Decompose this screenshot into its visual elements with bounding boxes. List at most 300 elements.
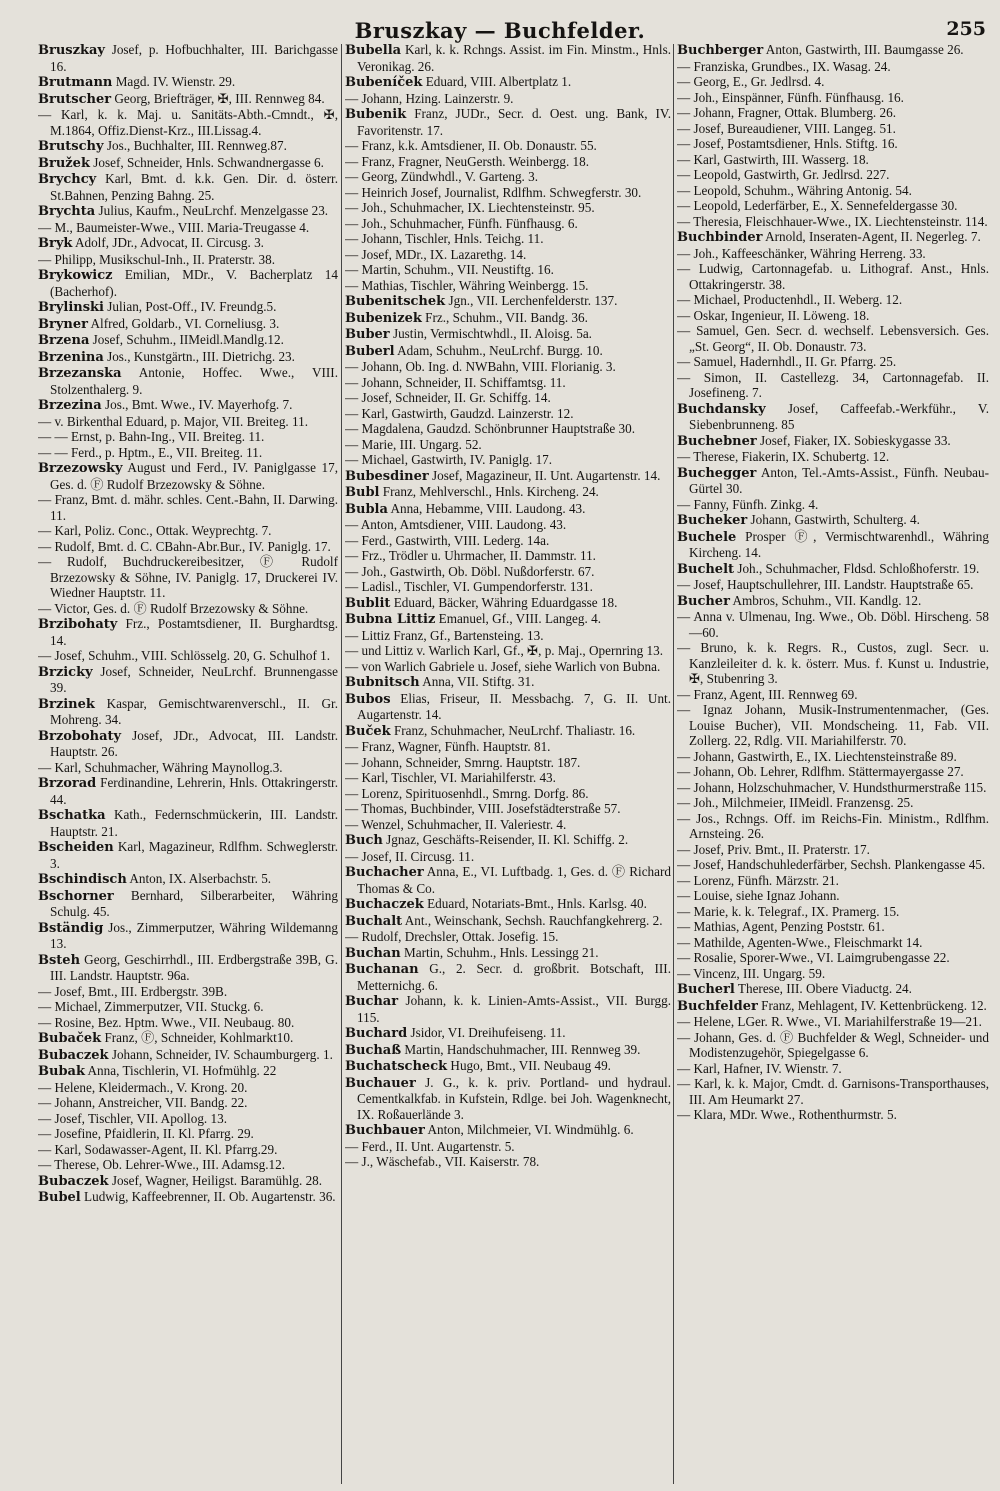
entry-surname: Bschatka xyxy=(38,808,106,823)
directory-entry xyxy=(677,167,989,183)
entry-details: — Michael, Zimmerputzer, VII. Stuckg. 6. xyxy=(38,999,264,1014)
entry-details: — Rudolf, Buchdruckereibesitzer, Ⓕ Rudolf Brzezowsky & Söhne, IV. Paniglg. 17, Druckerei IV. Wiedner Hauptstr. 11. xyxy=(38,554,338,600)
directory-entry xyxy=(345,359,671,375)
entry-details: Georg, Geschirrhdl., III. Erdbergstraße 39B, G. III. Landstr. Hauptstr. 96a. xyxy=(50,951,338,983)
entry-details: Arnold, Inseraten-Agent, II. Negerleg. 7. xyxy=(762,229,981,244)
entry-details: — Rudolf, Drechsler, Ottak. Josefig. 15. xyxy=(345,929,559,944)
entry-details: — Theresia, Fleischhauer-Wwe., IX. Liechtensteinstr. 114. xyxy=(677,213,988,229)
entry-details: Franz, JUDr., Secr. d. Oest. ung. Bank, IV. Favoritenstr. 17. xyxy=(357,106,671,138)
entry-details: — Leopold, Gastwirth, Gr. Jedlrsd. 227. xyxy=(677,167,890,182)
entry-details: Antonie, Hoffec. Wwe., VIII. Stolzenthalerg. 9. xyxy=(50,365,338,397)
directory-entry xyxy=(677,370,989,401)
entry-details: — Leopold, Lederfärber, E., X. Sennefeldergasse 30. xyxy=(677,198,958,213)
entry-surname: Bubnitsch xyxy=(345,675,420,690)
directory-entry xyxy=(38,107,338,138)
directory-entry xyxy=(677,42,989,59)
entry-details: — Helene, Kleidermach., V. Krong. 20. xyxy=(38,1079,248,1095)
entry-details: — Josef, Priv. Bmt., II. Praterstr. 17. xyxy=(677,841,870,857)
directory-entry xyxy=(677,687,989,703)
directory-entry xyxy=(345,326,671,343)
entry-surname: Bscheiden xyxy=(38,840,114,855)
entry-details: Elias, Friseur, II. Messbachg. 7, G. II. Unt. Augartenstr. 14. xyxy=(357,690,671,722)
directory-entry xyxy=(38,616,338,648)
entry-surname: Bubaček xyxy=(38,1031,102,1046)
directory-entry xyxy=(38,664,338,696)
entry-surname: Buchegger xyxy=(677,465,757,481)
entry-details: Kath., Federnschmückerin, III. Landstr. Hauptstr. 21. xyxy=(50,807,338,839)
entry-details: — Vincenz, III. Ungarg. 59. xyxy=(677,965,826,981)
entry-surname: Bubak xyxy=(38,1064,85,1079)
directory-entry xyxy=(38,760,338,776)
entry-details: — — Ernst, p. Bahn-Ing., VII. Breiteg. 11. xyxy=(38,429,265,444)
directory-entry xyxy=(345,169,671,185)
entry-details: Jgn., VII. Lerchenfelderstr. 137. xyxy=(445,293,618,308)
directory-entry xyxy=(677,354,989,370)
entry-details: Ludwig, Kaffeebrenner, II. Ob. Augartenstr. 36. xyxy=(80,1189,336,1204)
directory-entry xyxy=(345,611,671,628)
directory-entry xyxy=(677,811,989,842)
entry-details: — Samuel, Hadernhdl., II. Gr. Pfarrg. 25. xyxy=(677,354,897,369)
entry-details: Anton, Gastwirth, III. Baumgasse 26. xyxy=(763,42,964,57)
directory-entry xyxy=(345,1025,671,1042)
directory-entry xyxy=(345,674,671,691)
entry-details: — Mathias, Agent, Penzing Poststr. 61. xyxy=(677,919,885,934)
entry-details: — Ferd., Gastwirth, VIII. Lederg. 14a. xyxy=(345,532,550,548)
entry-details: Anton, Tel.-Amts-Assist., Fünfh. Neubau-Gürtel 30. xyxy=(689,464,989,496)
entry-surname: Bryk xyxy=(38,236,73,251)
directory-entry xyxy=(38,220,338,236)
entry-details: — Thomas, Buchbinder, VIII. Josefstädterstraße 57. xyxy=(345,801,621,816)
directory-entry xyxy=(345,231,671,247)
entry-details: — Johann, Hzing. Lainzerstr. 9. xyxy=(345,90,514,106)
directory-entry xyxy=(677,59,989,75)
entry-details: Jos., Kunstgärtn., III. Dietrichg. 23. xyxy=(103,348,295,364)
entry-details: Franz, Mehlagent, IV. Kettenbrückeng. 12. xyxy=(757,997,987,1013)
directory-entry xyxy=(345,200,671,216)
entry-surname: Bubla xyxy=(345,501,388,517)
entry-surname: Brzinek xyxy=(38,696,95,712)
entry-details: Georg, Briefträger, ✠, III. Rennweg 84. xyxy=(111,90,325,106)
entry-details: — Magdalena, Gaudzd. Schönbrunner Hauptstraße 30. xyxy=(345,421,636,436)
entry-details: Anna, E., VI. Luftbadg. 1, Ges. d. Ⓕ Richard Thomas & Co. xyxy=(357,864,671,896)
entry-details: Emilian, MDr., V. Bacherplatz 14 (Bacherhof). xyxy=(50,267,338,299)
directory-entry xyxy=(345,628,671,644)
directory-entry xyxy=(345,945,671,962)
entry-surname: Buchatscheck xyxy=(345,1059,448,1074)
entry-details: — Samuel, Gen. Secr. d. wechself. Lebensversich. Ges. „St. Georg“, II. Ob. Donaustr. 73. xyxy=(677,323,989,354)
entry-surname: Brzicky xyxy=(38,664,93,680)
entry-details: Adolf, JDr., Advocat, II. Circusg. 3. xyxy=(72,235,264,250)
entry-details: — Ferd., II. Unt. Augartenstr. 5. xyxy=(345,1138,515,1154)
directory-entry xyxy=(345,262,671,278)
directory-entry xyxy=(345,343,671,360)
entry-details: Anton, Milchmeier, VI. Windmühlg. 6. xyxy=(424,1122,634,1137)
directory-entry xyxy=(345,817,671,833)
directory-entry xyxy=(345,185,671,201)
page-header xyxy=(0,12,1000,46)
entry-details: — Johann, Holzschuhmacher, V. Hundsthurmerstraße 115. xyxy=(677,779,987,795)
entry-surname: Bublit xyxy=(345,595,391,611)
entry-surname: Buchdansky xyxy=(677,401,766,417)
entry-surname: Brzorad xyxy=(38,776,97,791)
directory-entry xyxy=(345,993,671,1025)
entry-details: Kaspar, Gemischtwarenverschl., II. Gr. Mohreng. 34. xyxy=(50,695,338,727)
entry-details: Ant., Weinschank, Sechsh. Rauchfangkehrerg. 2. xyxy=(402,912,663,928)
directory-entry xyxy=(345,961,671,993)
entry-surname: Bubeníček xyxy=(345,75,423,90)
entry-details: — Johann, Schneider, Smrng. Hauptstr. 187. xyxy=(345,754,581,770)
entry-details: — Victor, Ges. d. Ⓕ Rudolf Brzezowsky & Söhne. xyxy=(38,600,309,616)
entry-details: August und Ferd., IV. Paniglgasse 17, Ges. d. Ⓕ Rudolf Brzezowsky & Söhne. xyxy=(50,460,338,492)
directory-entry xyxy=(38,601,338,617)
entry-details: — Frz., Trödler u. Uhrmacher, II. Dammstr. 11. xyxy=(345,548,596,563)
directory-entry xyxy=(677,512,989,529)
entry-surname: Brutscher xyxy=(38,91,112,107)
entry-details: — Littiz Franz, Gf., Bartensteing. 13. xyxy=(345,627,544,643)
directory-entry xyxy=(677,950,989,966)
entry-details: Jos., Zimmerputzer, Währing Wildemanng 13. xyxy=(50,919,338,951)
directory-entry xyxy=(677,888,989,904)
entry-details: Karl, Bmt. d. k.k. Gen. Dir. d. österr. St.Bahnen, Penzing Bahng. 25. xyxy=(50,171,338,203)
directory-entry xyxy=(677,857,989,873)
entry-surname: Bucher xyxy=(677,593,730,609)
entry-details: — Marie, III. Ungarg. 52. xyxy=(345,436,482,452)
directory-entry xyxy=(677,433,989,450)
directory-entry xyxy=(38,1142,338,1158)
entry-details: Josef, Schneider, Hnls. Schwandnergasse 6. xyxy=(89,154,324,170)
entry-details: Jos., Bmt. Wwe., IV. Mayerhofg. 7. xyxy=(101,397,293,412)
directory-entry xyxy=(345,929,671,945)
directory-entry xyxy=(677,292,989,308)
directory-entry xyxy=(38,365,338,397)
entry-details: — Karl, k. k. Major, Cmdt. d. Garnisons-Transporthauses, III. Am Heumarkt 27. xyxy=(677,1076,989,1107)
entry-details: Karl, Magazineur, Rdlfhm. Schweglerstr. 3. xyxy=(50,839,338,871)
entry-details: — Johann, Fragner, Ottak. Blumberg. 26. xyxy=(677,105,896,120)
directory-entry xyxy=(677,577,989,593)
entry-details: — Karl, Gastwirth, Gaudzd. Lainzerstr. 12. xyxy=(345,405,574,421)
directory-entry xyxy=(677,323,989,354)
directory-entry xyxy=(677,308,989,324)
entry-surname: Buchberger xyxy=(677,43,764,58)
entry-details: — Lorenz, Spirituosenhdl., Smrng. Dorfg. 86. xyxy=(345,785,589,801)
entry-details: — Franziska, Grundbes., IX. Wasag. 24. xyxy=(677,58,891,74)
directory-entry xyxy=(38,999,338,1015)
entry-surname: Bružek xyxy=(38,155,90,171)
entry-details: — Johann, Gastwirth, E., IX. Liechtensteinstraße 89. xyxy=(677,748,957,764)
directory-entry xyxy=(345,864,671,896)
directory-entry xyxy=(345,913,671,930)
entry-surname: Bubl xyxy=(345,485,380,500)
entry-surname: Brychcy xyxy=(38,172,97,187)
entry-surname: Bubenitschek xyxy=(345,294,446,309)
entry-surname: Buber xyxy=(345,327,390,342)
entry-details: — Rosine, Bez. Hptm. Wwe., VII. Neubaug. 80. xyxy=(38,1014,295,1030)
directory-entry xyxy=(677,764,989,780)
directory-entry xyxy=(345,1122,671,1139)
entry-details: Anna, Hebamme, VIII. Laudong. 43. xyxy=(387,500,586,516)
entry-details: — Joh., Schuhmacher, Fünfh. Fünfhausg. 6. xyxy=(345,215,578,231)
directory-entry xyxy=(677,1076,989,1107)
directory-entry xyxy=(677,136,989,152)
entry-details: — Karl, Schuhmacher, Währing Maynollog.3. xyxy=(38,759,283,775)
entry-details: — Joh., Einspänner, Fünfh. Fünfhausg. 16. xyxy=(677,89,904,105)
directory-entry xyxy=(345,896,671,913)
entry-surname: Bubaczek xyxy=(38,1047,109,1063)
entry-surname: Brychta xyxy=(38,204,96,219)
directory-entry xyxy=(38,554,338,601)
entry-details: — Franz, Agent, III. Rennweg 69. xyxy=(677,686,858,702)
directory-entry xyxy=(345,437,671,453)
entry-surname: Brzezina xyxy=(38,398,102,413)
directory-entry xyxy=(38,1015,338,1031)
directory-entry xyxy=(38,1030,338,1047)
entry-details: — Josef, Bmt., III. Erdbergstr. 39B. xyxy=(38,983,228,999)
entry-surname: Buchfelder xyxy=(677,998,758,1014)
entry-details: G., 2. Secr. d. großbrit. Botschaft, III. Metternichg. 6. xyxy=(357,961,671,993)
entry-surname: Bucheker xyxy=(677,513,748,528)
entry-details: — Mathias, Tischler, Währing Weinbergg. 15. xyxy=(345,277,589,293)
entry-details: — Anna v. Ulmenau, Ing. Wwe., Ob. Döbl. Hirscheng. 58—60. xyxy=(677,609,989,640)
entry-details: — Johann, Ges. d. Ⓕ Buchfelder & Wegl, Schneider- und Modistenzugehör, Spiegelgasse 6. xyxy=(677,1029,989,1060)
entry-details: — Fanny, Fünfh. Zinkg. 4. xyxy=(677,496,819,512)
entry-surname: Buchbinder xyxy=(677,230,763,245)
entry-surname: Buchele xyxy=(677,529,737,545)
entry-surname: Brzena xyxy=(38,333,90,348)
directory-entry xyxy=(345,755,671,771)
entry-details: — Johann, Tischler, Hnls. Teichg. 11. xyxy=(345,231,544,246)
directory-entry xyxy=(345,1058,671,1075)
directory-entry xyxy=(38,523,338,539)
entry-details: — Karl, Poliz. Conc., Ottak. Weyprechtg. 7. xyxy=(38,523,272,538)
directory-entry xyxy=(38,539,338,555)
directory-entry xyxy=(345,564,671,580)
directory-entry xyxy=(677,246,989,262)
directory-entry xyxy=(38,1063,338,1080)
entry-details: Josef, Schneider, NeuLrchf. Brunnengasse 39. xyxy=(50,663,338,695)
entry-surname: Buchacher xyxy=(345,865,424,880)
directory-entry xyxy=(345,74,671,91)
entry-surname: Brzobohaty xyxy=(38,728,122,744)
directory-entry xyxy=(677,702,989,749)
entry-details: Eduard, VIII. Albertplatz 1. xyxy=(422,74,572,89)
entry-details: — Joh., Milchmeier, IIMeidl. Franzensg. 25. xyxy=(677,795,914,810)
directory-entry xyxy=(38,252,338,268)
directory-entry xyxy=(38,460,338,492)
entry-details: — Josef, Bureaudiener, VIII. Langeg. 51. xyxy=(677,120,896,136)
directory-entry xyxy=(677,561,989,578)
entry-details: — Karl, Sodawasser-Agent, II. Kl. Pfarrg.29. xyxy=(38,1141,278,1157)
entry-details: Karl, k. k. Rchngs. Assist. im Fin. Minstm., Hnls. Veronikag. 26. xyxy=(357,42,671,74)
directory-entry xyxy=(38,267,338,299)
directory-entry xyxy=(38,492,338,523)
entry-details: — Josef, Handschuhlederfärber, Sechsh. Plankengasse 45. xyxy=(677,857,986,872)
directory-entry xyxy=(345,390,671,406)
entry-details: Josef, JDr., Advocat, III. Landstr. Hauptstr. 26. xyxy=(50,727,338,759)
directory-entry xyxy=(38,299,338,316)
entry-details: — Franz, Wagner, Fünfh. Hauptstr. 81. xyxy=(345,739,551,754)
directory-entry xyxy=(677,998,989,1015)
directory-entry xyxy=(345,106,671,138)
entry-surname: Bubella xyxy=(345,43,402,58)
directory-entry xyxy=(38,807,338,839)
directory-entry xyxy=(345,691,671,723)
entry-details: — Martin, Schuhm., VII. Neustiftg. 16. xyxy=(345,262,554,277)
entry-details: Adam, Schuhm., NeuLrchf. Burgg. 10. xyxy=(394,342,603,358)
directory-entry xyxy=(345,154,671,170)
entry-details: — Marie, k. k. Telegraf., IX. Pramerg. 15. xyxy=(677,903,900,919)
entry-details: — v. Birkenthal Eduard, p. Major, VII. Breiteg. 11. xyxy=(38,413,309,429)
directory-entry xyxy=(677,609,989,640)
entry-surname: Bryner xyxy=(38,316,88,332)
directory-entry xyxy=(38,1173,338,1190)
directory-entry xyxy=(677,593,989,610)
entry-details: — Josef, Schneider, II. Gr. Schiffg. 14. xyxy=(345,390,551,405)
directory-entry xyxy=(345,91,671,107)
directory-entry xyxy=(677,401,989,433)
entry-surname: Buchbauer xyxy=(345,1123,425,1138)
entry-surname: Buberl xyxy=(345,343,395,359)
directory-entry xyxy=(677,198,989,214)
directory-entry xyxy=(38,171,338,203)
entry-details: — Anton, Amtsdiener, VIII. Laudong. 43. xyxy=(345,517,567,532)
entry-details: — Josef, Postamtsdiener, Hnls. Stiftg. 16. xyxy=(677,136,898,151)
directory-entry xyxy=(38,920,338,952)
entry-details: — Therese, Ob. Lehrer-Wwe., III. Adamsg.12. xyxy=(38,1157,286,1172)
entry-surname: Bschindisch xyxy=(38,872,127,887)
directory-entry xyxy=(677,183,989,199)
entry-surname: Bubenik xyxy=(345,107,407,122)
entry-surname: Buchaß xyxy=(345,1042,402,1058)
entry-details: Julius, Kaufm., NeuLrchf. Menzelgasse 23. xyxy=(95,203,329,218)
directory-entry xyxy=(345,1042,671,1059)
directory-entry xyxy=(38,91,338,108)
directory-entry xyxy=(345,533,671,549)
directory-entry xyxy=(345,801,671,817)
directory-entry xyxy=(677,780,989,796)
entry-details: Emanuel, Gf., VIII. Langeg. 4. xyxy=(435,611,601,626)
entry-details: Jgnaz, Geschäfts-Reisender, II. Kl. Schiffg. 2. xyxy=(382,832,629,847)
directory-entry xyxy=(38,952,338,984)
directory-entry xyxy=(345,406,671,422)
directory-entry xyxy=(345,293,671,310)
directory-entry xyxy=(38,871,338,888)
directory-entry xyxy=(345,310,671,327)
entry-details: Johann, k. k. Linien-Amts-Assist., VII. Burgg. 115. xyxy=(357,993,671,1025)
entry-details: — Simon, II. Castellezg. 34, Cartonnagefab. II. Josefineng. 7. xyxy=(677,369,989,400)
directory-entry xyxy=(38,397,338,414)
entry-details: — Oskar, Ingenieur, II. Löweng. 18. xyxy=(677,307,870,323)
directory-entry xyxy=(38,414,338,430)
entry-details: — Joh., Kaffeeschänker, Währing Herreng. 33. xyxy=(677,245,926,261)
directory-entry xyxy=(345,452,671,468)
entry-surname: Brzezowsky xyxy=(38,461,123,476)
directory-entry xyxy=(677,795,989,811)
directory-entry xyxy=(345,849,671,865)
entry-surname: Bucherl xyxy=(677,982,735,997)
entry-details: Johann, Gastwirth, Schulterg. 4. xyxy=(747,512,920,527)
directory-entry xyxy=(345,216,671,232)
entry-details: — Michael, Gastwirth, IV. Paniglg. 17. xyxy=(345,452,553,467)
entry-details: — Johann, Anstreicher, VII. Bandg. 22. xyxy=(38,1095,248,1110)
entry-surname: Buchauer xyxy=(345,1075,416,1091)
entry-details: — — Ferd., p. Hptm., E., VII. Breiteg. 11. xyxy=(38,444,263,460)
entry-surname: Buchelt xyxy=(677,561,735,577)
entry-surname: Buchaczek xyxy=(345,897,424,912)
entry-surname: Brzenina xyxy=(38,349,104,365)
entry-surname: Buch xyxy=(345,833,383,848)
directory-entry xyxy=(345,484,671,501)
entry-details: J. G., k. k. priv. Portland- und hydraul. Cementkalkfab. in Kufstein, Rdlge. bei Joh. Wagenknecht, IX. Roßauerlände 3. xyxy=(357,1074,671,1122)
entry-details: Jsidor, VI. Dreihufeiseng. 11. xyxy=(407,1025,566,1040)
entry-details: — Josef, Tischler, VII. Apollog. 13. xyxy=(38,1110,227,1126)
entry-surname: Bubesdiner xyxy=(345,468,429,484)
directory-entry xyxy=(345,501,671,518)
entry-details: Franz, Ⓕ, Schneider, Kohlmarkt10. xyxy=(101,1030,294,1045)
directory-column-1 xyxy=(38,42,338,1487)
entry-surname: Buček xyxy=(345,723,391,739)
entry-details: Josef, Caffeefab.-Werkführ., V. Siebenbrunneng. 85 xyxy=(689,400,989,432)
directory-entry xyxy=(38,984,338,1000)
entry-details: Joh., Schuhmacher, Fldsd. Schloßhoferstr. 19. xyxy=(734,560,980,576)
entry-details: — Ladisl., Tischler, VI. Gumpendorferstr. 131. xyxy=(345,579,593,594)
entry-details: — Louise, siehe Ignaz Johann. xyxy=(677,888,840,903)
entry-details: — Rudolf, Bmt. d. C. CBahn-Abr.Bur., IV. Paniglg. 17. xyxy=(38,538,331,554)
entry-surname: Bubaczek xyxy=(38,1173,109,1189)
entry-surname: Bsteh xyxy=(38,952,81,968)
entry-surname: Bruszkay xyxy=(38,43,105,58)
directory-entry xyxy=(38,696,338,728)
directory-entry xyxy=(38,203,338,220)
entry-details: Johann, Schneider, IV. Schaumburgerg. 1. xyxy=(108,1046,333,1062)
entry-details: — Franz, k.k. Amtsdiener, II. Ob. Donaustr. 55. xyxy=(345,138,597,153)
entry-surname: Brylinski xyxy=(38,300,104,315)
entry-details: Josef, Fiaker, IX. Sobieskygasse 33. xyxy=(756,432,951,448)
directory-entry xyxy=(677,1030,989,1061)
entry-details: — und Littiz v. Warlich Karl, Gf., ✠, p. Maj., Opernring 13. xyxy=(345,643,663,658)
entry-details: — Franz, Fragner, NeuGersth. Weinbergg. 18. xyxy=(345,153,590,169)
directory-entry xyxy=(345,1154,671,1170)
page-title: Bruszkay — Buchfelder. xyxy=(354,18,646,43)
entry-details: — Johann, Ob. Lehrer, Rdlfhm. Stättermayergasse 27. xyxy=(677,764,964,779)
directory-entry xyxy=(677,229,989,246)
entry-surname: Bständig xyxy=(38,920,104,936)
directory-entry xyxy=(677,152,989,168)
directory-entry xyxy=(345,1139,671,1155)
entry-details: — Johann, Schneider, II. Schiffamtsg. 11. xyxy=(345,374,566,390)
entry-surname: Buchar xyxy=(345,994,399,1009)
entry-surname: Brykowicz xyxy=(38,268,113,283)
entry-details: Julian, Post-Off., IV. Freundg.5. xyxy=(103,299,277,314)
directory-entry xyxy=(345,659,671,675)
entry-details: — Helene, LGer. R. Wwe., VI. Mariahilferstraße 19—21. xyxy=(677,1014,982,1029)
entry-details: — Karl, Hafner, IV. Wienstr. 7. xyxy=(677,1060,842,1076)
entry-details: — Josef, II. Circusg. 11. xyxy=(345,848,475,864)
entry-details: — Michael, Productenhdl., II. Weberg. 12. xyxy=(677,292,903,307)
directory-entry xyxy=(345,278,671,294)
directory-entry xyxy=(345,739,671,755)
directory-entry xyxy=(677,449,989,465)
directory-entry xyxy=(38,775,338,807)
directory-entry xyxy=(38,155,338,172)
directory-entry xyxy=(677,640,989,687)
entry-details: Eduard, Bäcker, Währing Eduardgasse 18. xyxy=(390,594,618,610)
entry-details: Josef, Magazineur, II. Unt. Augartenstr. 14. xyxy=(428,467,661,483)
entry-details: — Leopold, Schuhm., Währing Antonig. 54. xyxy=(677,182,912,198)
entry-details: Anna, Tischlerin, VI. Hofmühlg. 22 xyxy=(84,1063,277,1078)
entry-details: Josef, Schuhm., IIMeidl.Mandlg.12. xyxy=(89,332,284,347)
entry-surname: Brzibohaty xyxy=(38,617,118,632)
entry-details: — Karl, Tischler, VI. Mariahilferstr. 43. xyxy=(345,770,556,785)
